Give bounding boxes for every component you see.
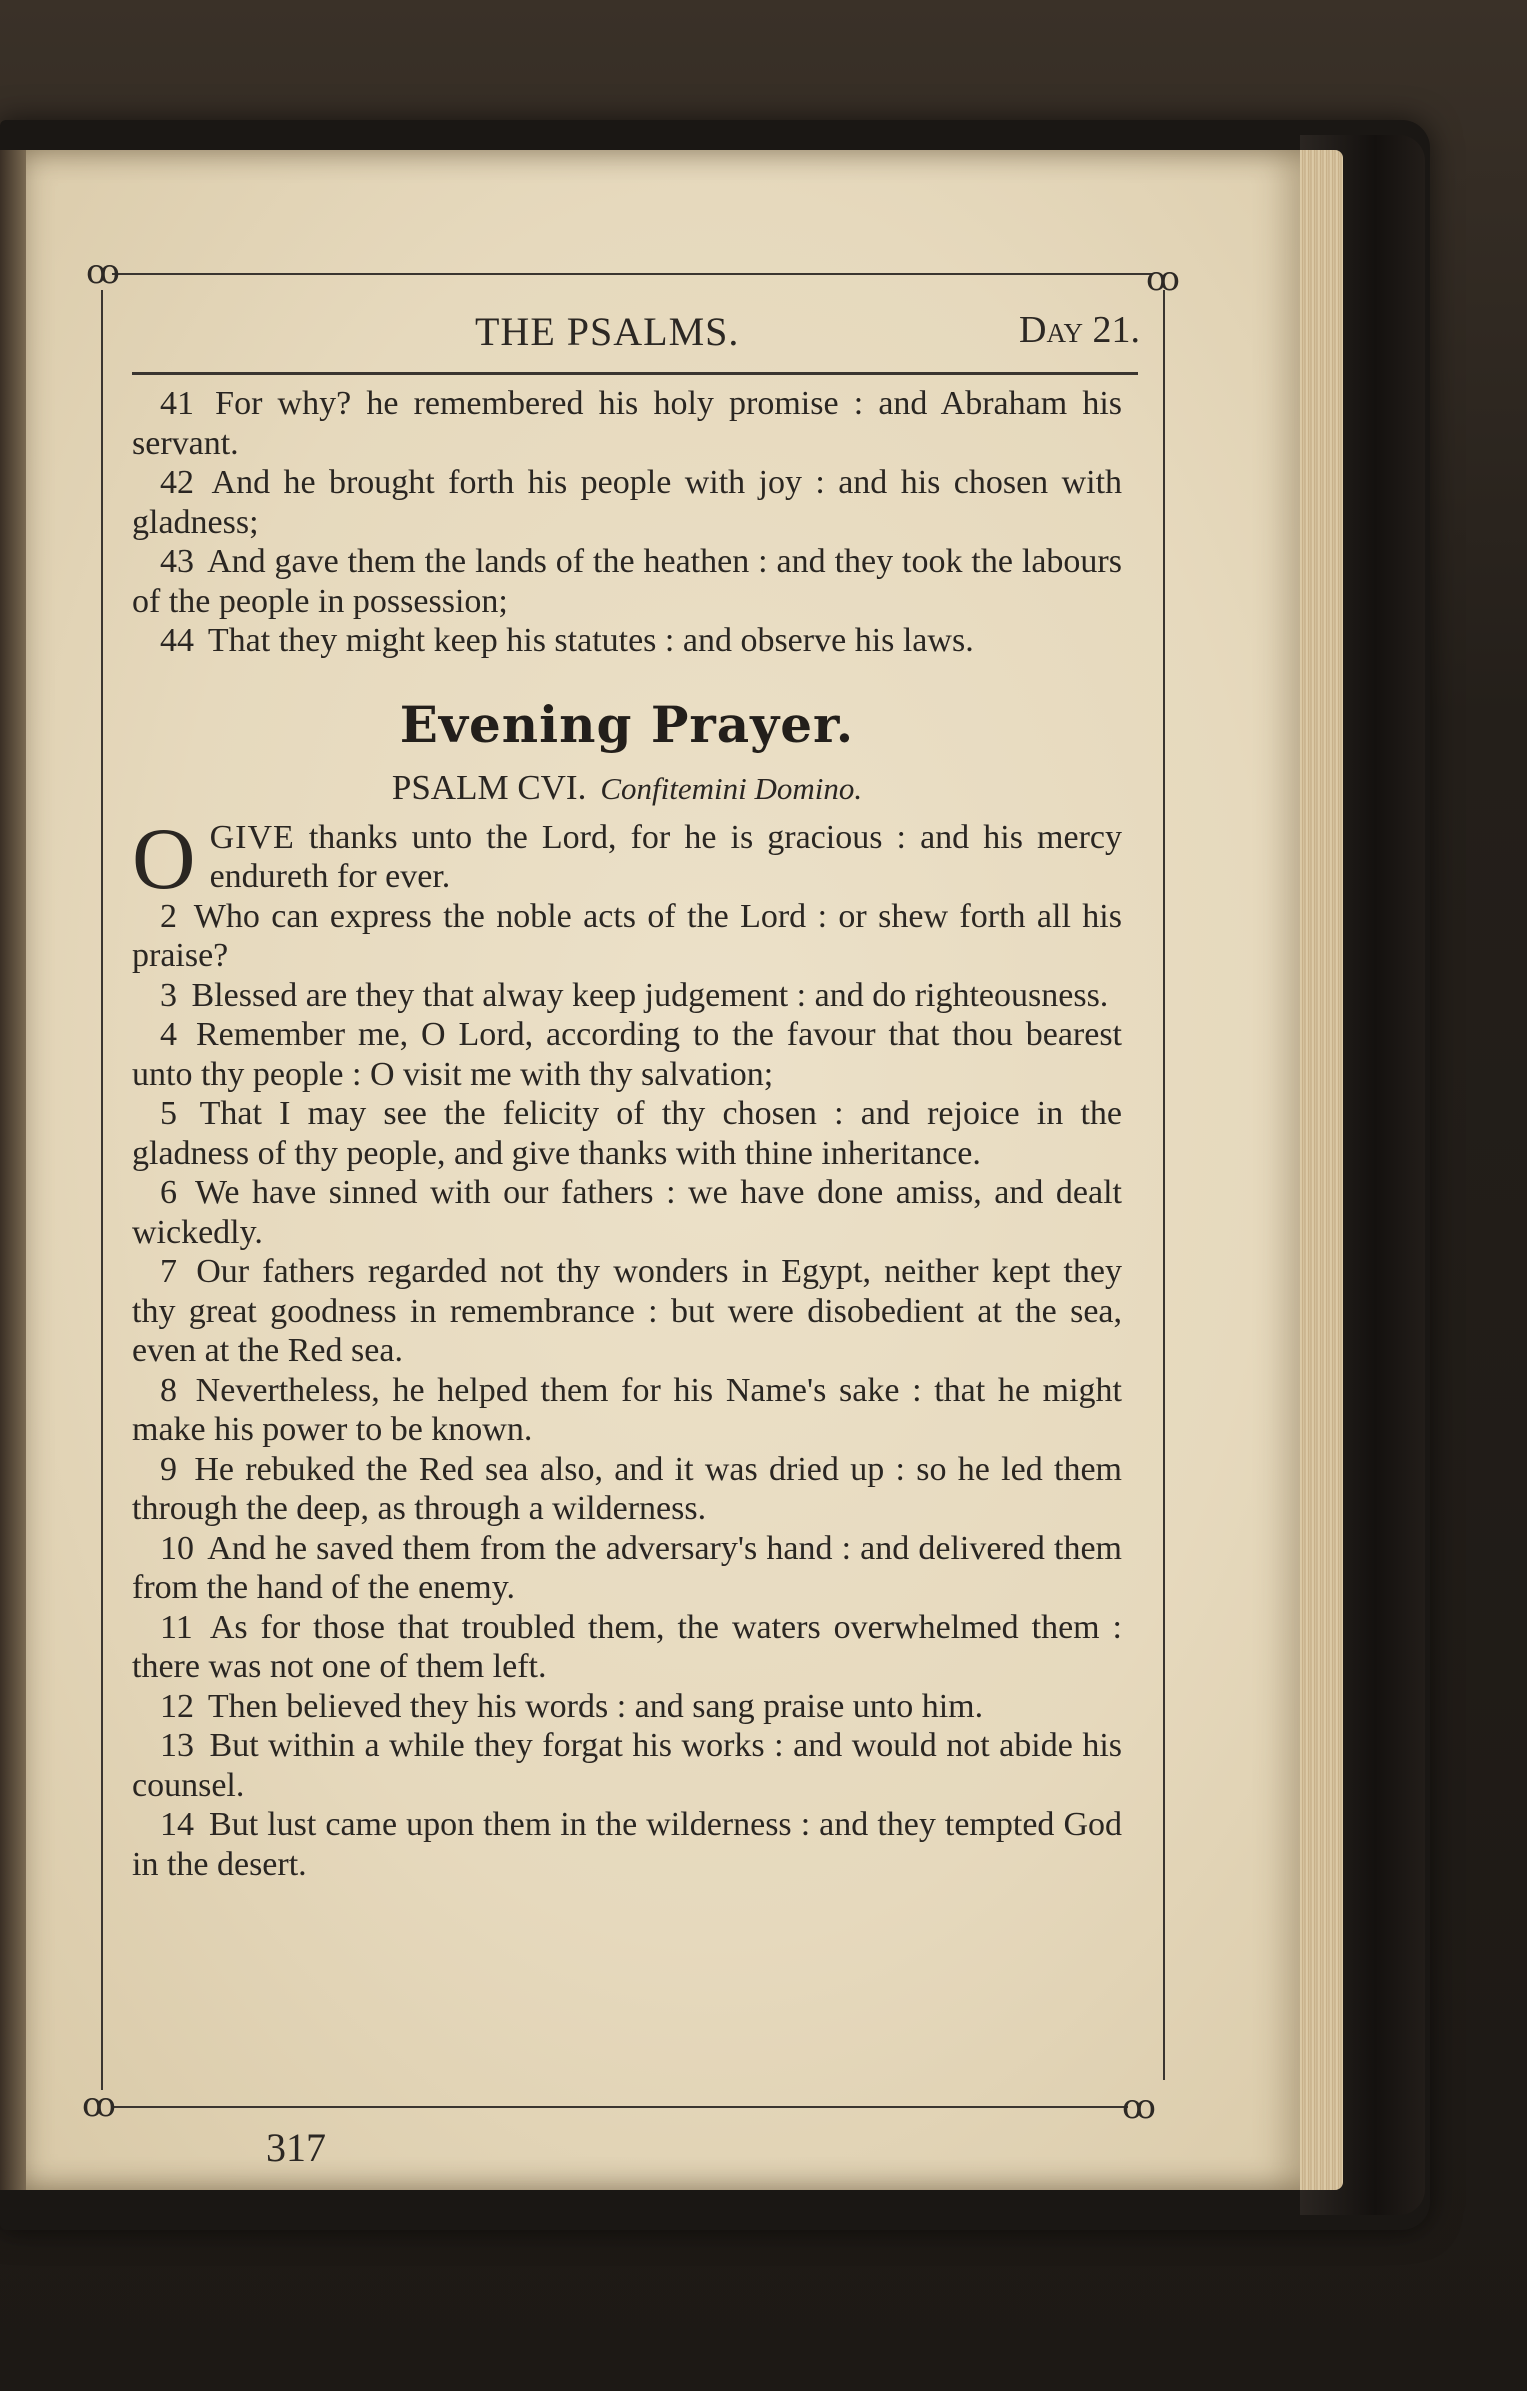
verse-text: He rebuked the Red sea also, and it was dried up : so he led them through the deep, as through a wilderness.	[132, 1450, 1122, 1527]
verse-text: And he brought forth his people with joy : and his chosen with gladness;	[132, 464, 1123, 541]
page-text	[132, 384, 1122, 1884]
verse-text: We have sinned with our fathers : we have done amiss, and dealt wickedly.	[132, 1174, 1123, 1251]
verse-text: Then believed they his words : and sang praise unto him.	[207, 1687, 984, 1725]
section-title: Evening Prayer.	[399, 694, 855, 754]
verse	[132, 1805, 1122, 1884]
verse-text: Blessed are they that alway keep judgement : and do righteousness.	[191, 976, 1109, 1014]
verse-text: Our fathers regarded not thy wonders in Egypt, neither kept they thy great goodness in remembrance : but were disobedient at the sea, even at the Red sea.	[132, 1253, 1122, 1369]
verse	[132, 463, 1122, 542]
verse-text: And he saved them from the adversary's hand : and delivered them from the hand of the enemy.	[132, 1529, 1122, 1606]
corner-ornament-top-left: ꝏ	[86, 252, 120, 292]
psalm-heading	[132, 765, 1122, 812]
day-label: Day 21.	[1019, 309, 1140, 351]
verse	[132, 1252, 1122, 1371]
frame-rule-bottom	[112, 2106, 1128, 2108]
verse-number: 12	[160, 1687, 194, 1725]
first-word: GIVE	[209, 818, 295, 856]
verse-number: 44	[160, 622, 194, 659]
verse-text: For why? he remembered his holy promise : and Abraham his servant.	[132, 385, 1123, 462]
verse-text: That I may see the felicity of thy chosen : and rejoice in the gladness of thy people, and give thanks with thine inheritance.	[132, 1095, 1123, 1172]
verse-number: 3	[160, 976, 177, 1014]
frame-rule-top	[112, 273, 1152, 275]
page-number: 317	[266, 2125, 326, 2170]
verse	[132, 897, 1122, 976]
verse	[132, 1450, 1122, 1529]
verse	[132, 1371, 1122, 1450]
corner-ornament-top-right: ꝏ	[1146, 259, 1180, 299]
verse-number: 9	[160, 1450, 177, 1488]
verse	[132, 1608, 1122, 1687]
verse	[132, 384, 1122, 463]
psalm-latin-title: Confitemini Domino.	[600, 770, 863, 806]
verse-number: 6	[160, 1174, 177, 1211]
verse-number: 13	[160, 1727, 194, 1764]
verse-number: 4	[160, 1016, 177, 1053]
verse	[132, 621, 1122, 661]
first-verse	[132, 810, 1122, 908]
verse-text: That they might keep his statutes : and observe his laws.	[207, 622, 974, 659]
verse	[132, 1015, 1122, 1094]
verse	[132, 1173, 1122, 1252]
verse-number: 8	[160, 1371, 177, 1409]
verse-text: Remember me, O Lord, according to the favour that thou bearest unto thy people : O visit me with thy salvation;	[132, 1016, 1123, 1093]
verse-text: Nevertheless, he helped them for his Name's sake : that he might make his power to be known.	[132, 1371, 1122, 1448]
verse	[132, 1687, 1122, 1727]
verse	[132, 976, 1122, 1016]
verse-number: 7	[160, 1253, 177, 1290]
verse-number: 10	[160, 1529, 194, 1567]
drop-cap: O	[132, 810, 196, 908]
frame-rule-right	[1163, 290, 1165, 2080]
verse-number: 42	[160, 464, 194, 501]
verse	[132, 1094, 1122, 1173]
verse-number: 2	[160, 897, 177, 935]
header-rule	[132, 372, 1138, 375]
verse-text: But within a while they forgat his works : and would not abide his counsel.	[132, 1727, 1122, 1804]
verse	[132, 1529, 1122, 1608]
verse	[132, 542, 1122, 621]
verse-number: 14	[160, 1806, 194, 1843]
running-header	[130, 308, 1140, 368]
verse	[132, 1726, 1122, 1805]
psalm-number: PSALM CVI.	[391, 767, 587, 807]
verse-text: And gave them the lands of the heathen : and they took the labours of the people in possession;	[132, 543, 1122, 620]
verse-text: But lust came upon them in the wilderness : and they tempted God in the desert.	[132, 1806, 1123, 1883]
corner-ornament-bottom-left: ꝏ	[82, 2085, 116, 2125]
running-title: THE PSALMS.	[475, 309, 740, 354]
verse-number: 43	[160, 543, 194, 580]
frame-rule-left	[101, 290, 103, 2090]
corner-ornament-bottom-right: ꝏ	[1122, 2087, 1156, 2127]
verse-number: 41	[160, 385, 194, 422]
verse-text: As for those that troubled them, the waters overwhelmed them : there was not one of them left.	[132, 1608, 1123, 1685]
verse-text: thanks unto the Lord, for he is gracious : and his mercy endureth for ever.	[209, 818, 1122, 895]
verse-text: Who can express the noble acts of the Lord : or shew forth all his praise?	[132, 897, 1122, 974]
verse-number: 5	[160, 1095, 177, 1132]
page-gutter	[0, 150, 26, 2190]
verse-number: 11	[160, 1608, 193, 1646]
